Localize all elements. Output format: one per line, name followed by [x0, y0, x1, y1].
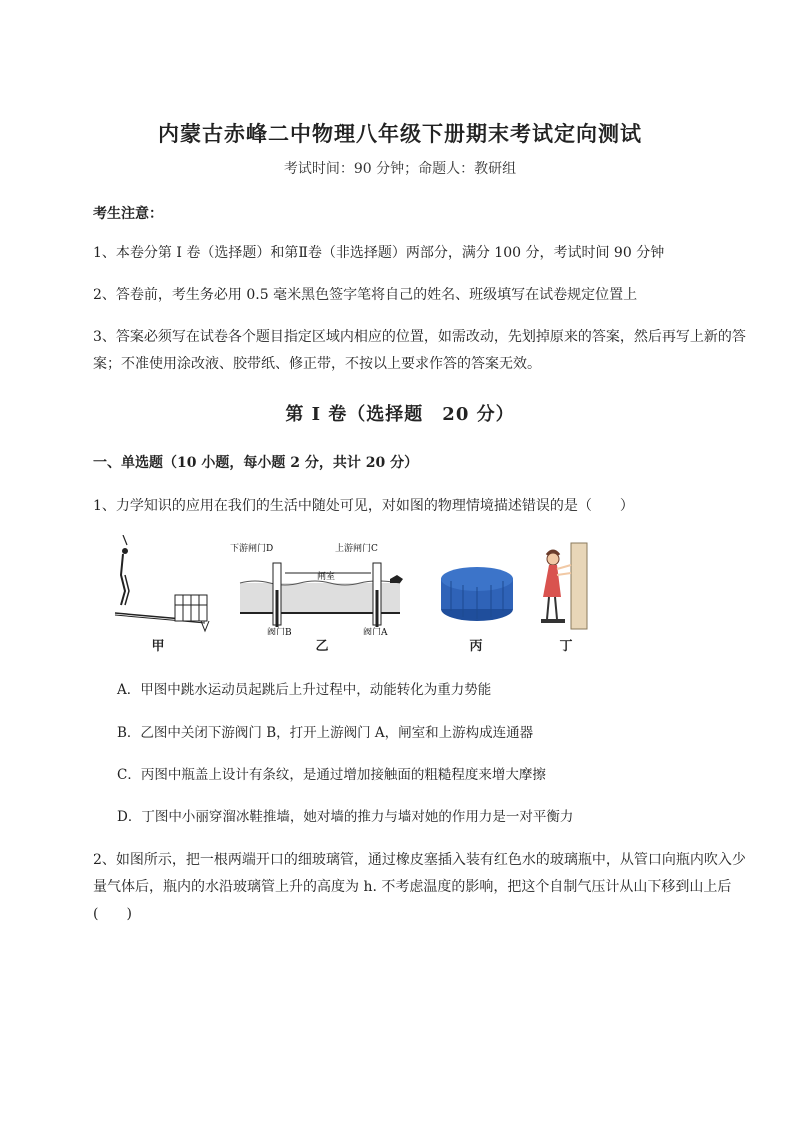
figure-label-bing: 丙 [469, 639, 483, 654]
figure-label-yi: 乙 [315, 639, 329, 654]
bottle-cap-illustration [441, 567, 513, 621]
figure-label-ding: 丁 [559, 639, 573, 654]
question-1-option-d: D．丁图中小丽穿溜冰鞋推墙，她对墙的推力与墙对她的作用力是一对平衡力 [117, 809, 574, 825]
valve-a-label: 阀门A [363, 628, 388, 635]
downstream-gate-label: 下游闸门D [230, 544, 274, 554]
section-title: 第 I 卷（选择题 20 分） [285, 404, 515, 425]
valve-b-label: 阀门B [267, 628, 292, 635]
exam-title: 内蒙古赤峰二中物理八年级下册期末考试定向测试 [158, 121, 642, 146]
question-2-stem: 2、如图所示，把一根两端开口的细玻璃管，通过橡皮塞插入装有红色水的玻璃瓶中，从管口向瓶内吹入少量气体后，瓶内的水沿玻璃管上升的高度为 h. 不考虑温度的影响，把这个自制气压计从山下移到山上后( ) [93, 852, 746, 922]
exam-subtitle: 考试时间：90 分钟；命题人：教研组 [283, 161, 517, 177]
girl-pushing-wall-illustration [541, 543, 587, 629]
notice-item-2: 2、答卷前，考生务必用 0.5 毫米黑色签字笔将自己的姓名、班级填写在试卷规定位置上 [93, 287, 638, 303]
question-1-figure [105, 535, 605, 660]
diver-illustration [115, 535, 209, 631]
notice-heading: 考生注意： [93, 206, 163, 222]
notice-item-3: 3、答案必须写在试卷各个题目指定区域内相应的位置，如需改动，先划掉原来的答案，然后再写上新的答案；不准使用涂改液、胶带纸、修正带，不按以上要求作答的答案无效。 [93, 329, 746, 372]
question-1-option-c: C．丙图中瓶盖上设计有条纹，是通过增加接触面的粗糙程度来增大摩擦 [117, 767, 546, 783]
lock-chamber-label: 闸室 [317, 572, 336, 582]
question-1-option-a: A．甲图中跳水运动员起跳后上升过程中，动能转化为重力势能 [117, 682, 492, 698]
figure-label-jia: 甲 [151, 639, 165, 654]
upstream-gate-label: 上游闸门C [335, 544, 378, 554]
figure-illustrations [105, 535, 605, 635]
ship-lock-illustration [230, 542, 403, 635]
notice-item-1: 1、本卷分第 I 卷（选择题）和第Ⅱ卷（非选择题）两部分，满分 100 分，考试时间 90 分钟 [93, 245, 665, 261]
subsection-title: 一、单选题（10 小题，每小题 2 分，共计 20 分） [93, 455, 419, 471]
question-1-stem: 1、力学知识的应用在我们的生活中随处可见，对如图的物理情境描述错误的是（ ） [93, 498, 634, 514]
question-1-option-b: B．乙图中关闭下游阀门 B，打开上游阀门 A，闸室和上游构成连通器 [117, 725, 534, 741]
